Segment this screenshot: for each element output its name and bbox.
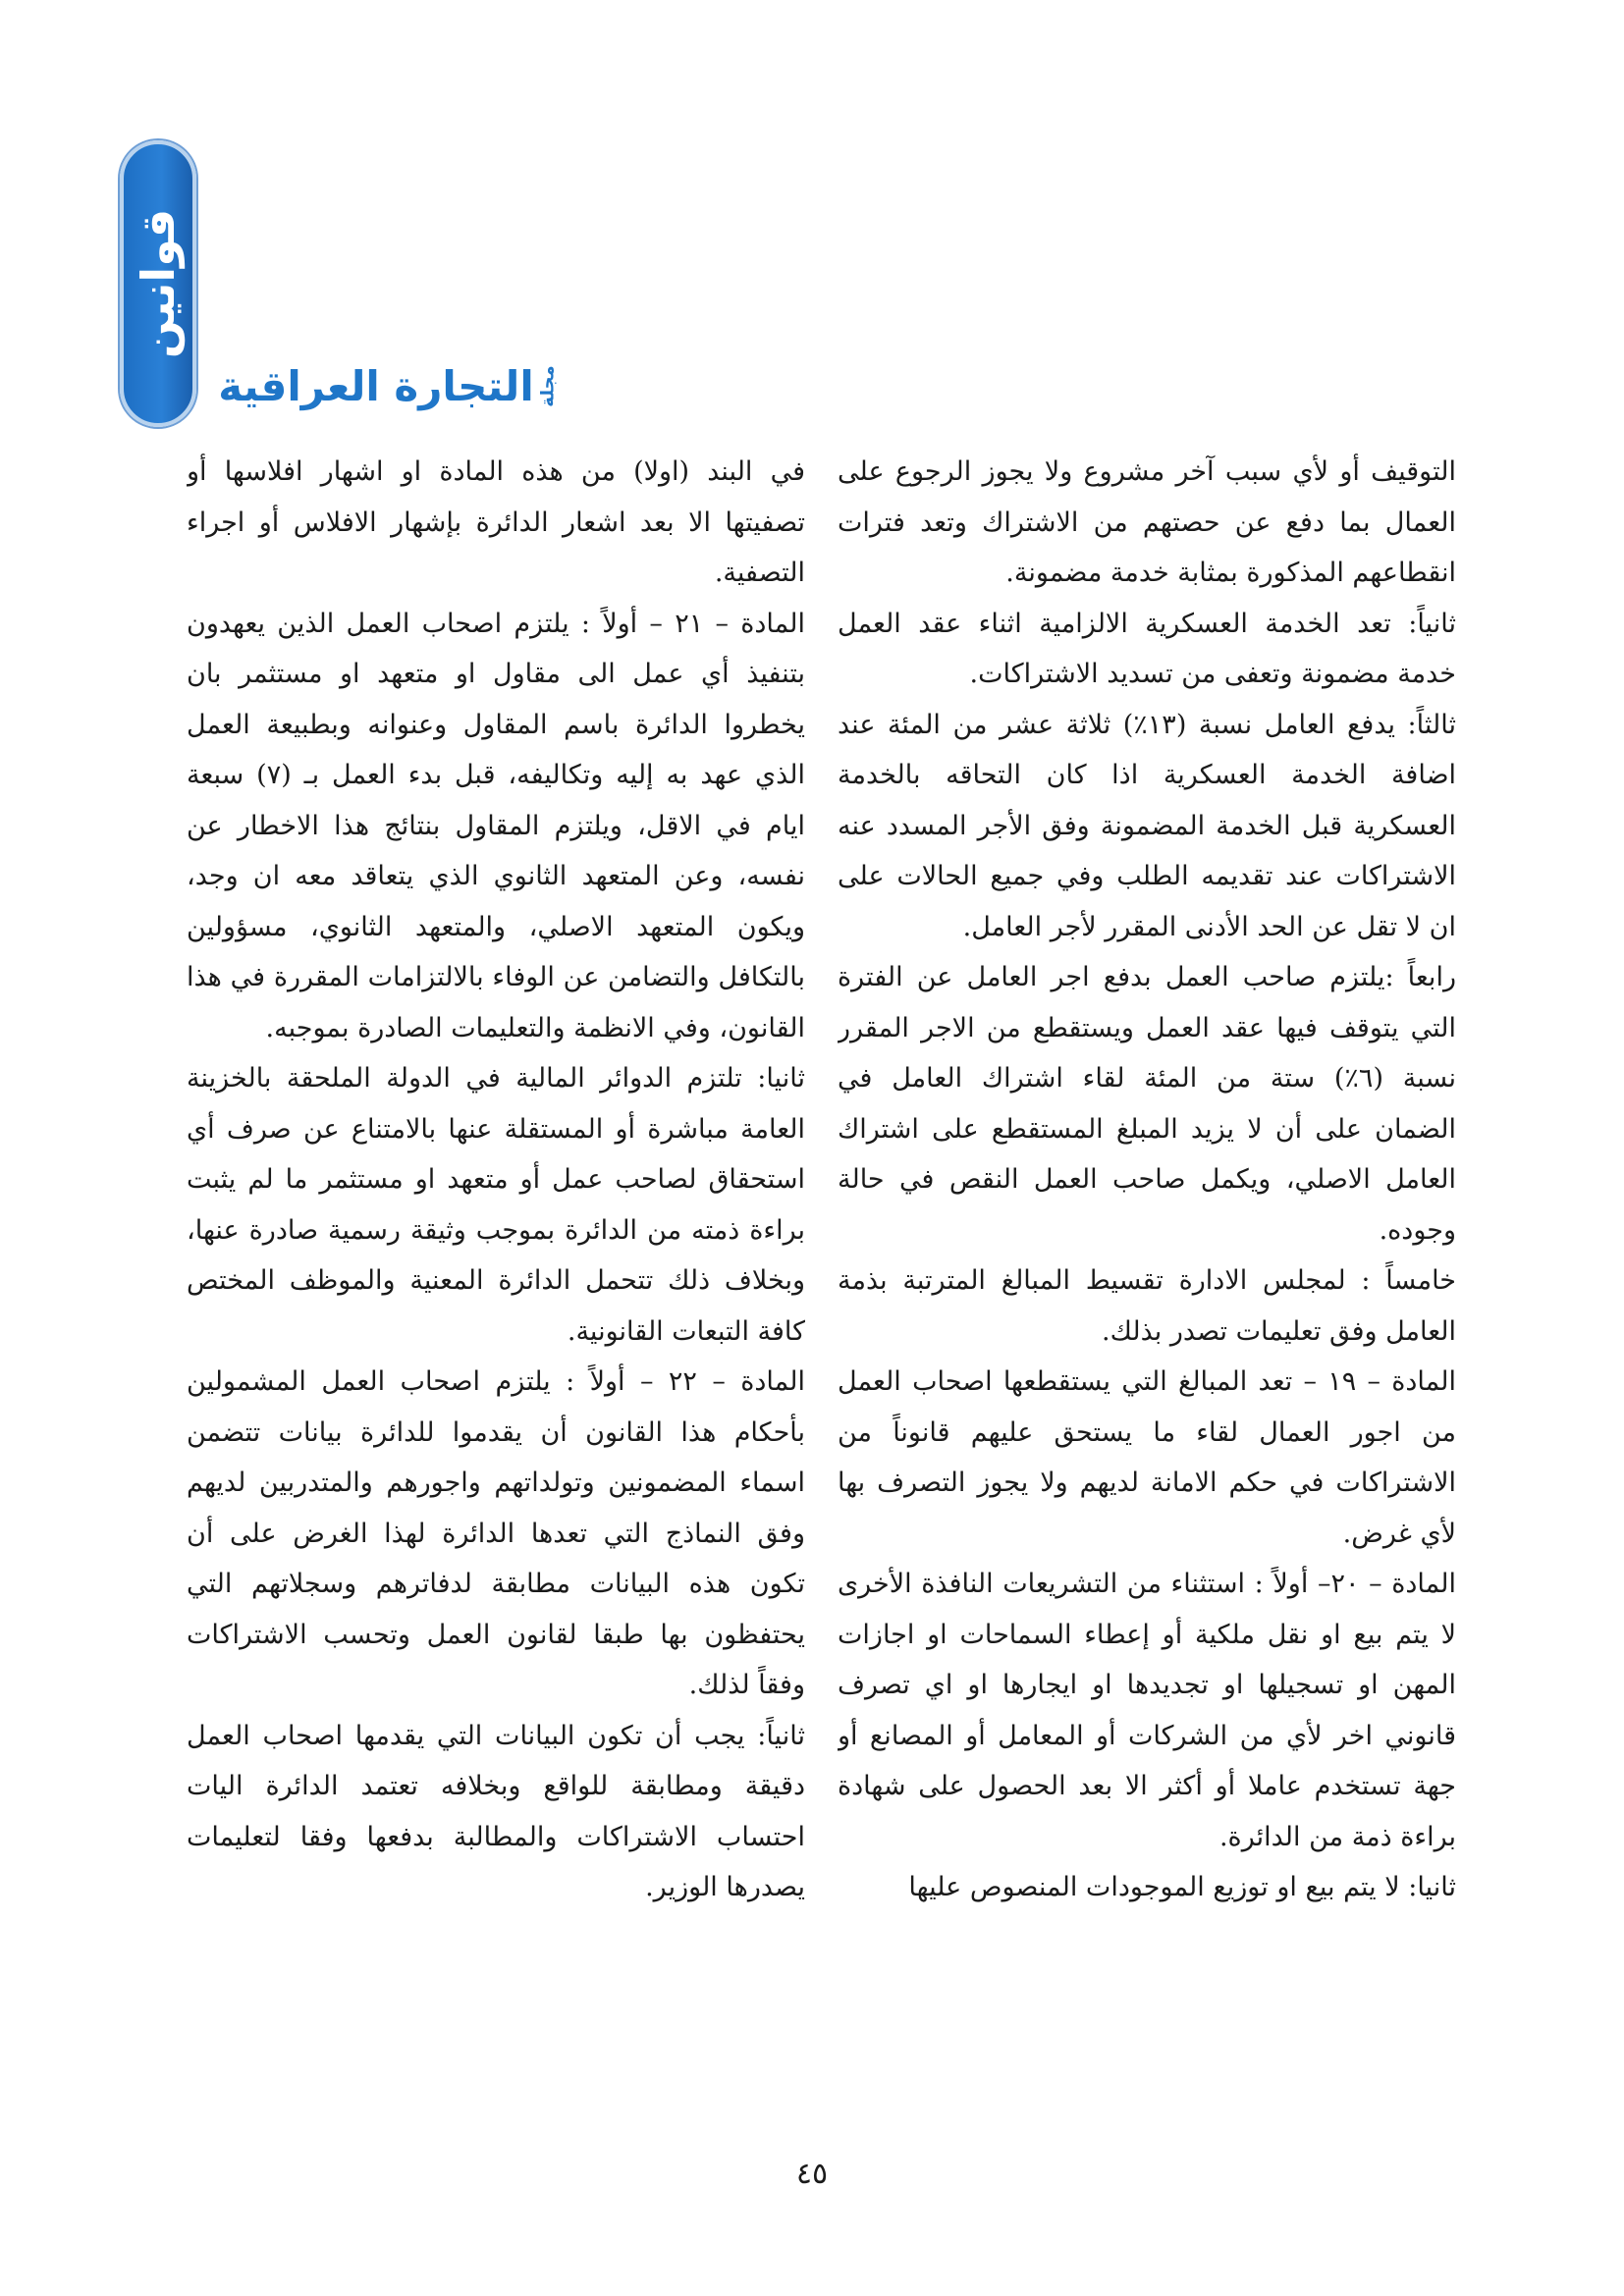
paragraph: ثانياً: يجب أن تكون البيانات التي يقدمها اصحاب العمل دقيقة ومطابقة للواقع وبخلافه تعتمد الدائرة اليات احتساب الاشتراكات والمطالبة بدفعها وفقا لتعليمات يصدرها الوزير. — [187, 1720, 805, 1902]
paragraph: في البند (اولا) من هذه المادة او اشهار افلاسها أو تصفيتها الا بعد اشعار الدائرة بإشهار الافلاس أو اجراء التصفية. — [187, 456, 805, 588]
paragraph: المادة – ٢٢ – أولاً : يلتزم اصحاب العمل المشمولين بأحكام هذا القانون أن يقدموا للدائرة بيانات تتضمن اسماء المضمونين وتولداتهم واجورهم والمتدربين لديهم وفق النماذج التي تعدها الدائرة لهذا الغرض على أن تكون هذه البيانات مطابقة لدفاترهم وسجلاتهم التي يحتفظون بها طبقا لقانون العمل وتحسب الاشتراكات وفقاً لذلك. — [187, 1366, 805, 1700]
section-label: قوانين — [132, 208, 185, 359]
paragraph: ثانيا: تلتزم الدوائر المالية في الدولة الملحقة بالخزينة العامة مباشرة أو المستقلة عنها بالامتناع عن صرف أي استحقاق لصاحب عمل أو متعهد او مستثمر ما لم يثبت براءة ذمته من الدائرة بموجب وثيقة رسمية صادرة عنها، وبخلاف ذلك تتحمل الدائرة المعنية والموظف المختص كافة التبعات القانونية. — [187, 1063, 805, 1347]
paragraph: المادة – ١٩ – تعد المبالغ التي يستقطعها اصحاب العمل من اجور العمال لقاء ما يستحق عليهم قانوناً من الاشتراكات في حكم الامانة لديهم ولا يجوز التصرف بها لأي غرض. — [838, 1366, 1456, 1549]
magazine-logo — [218, 346, 568, 426]
magazine-title: التجارة العراقية — [218, 361, 534, 410]
paragraph: رابعاً :يلتزم صاحب العمل بدفع اجر العامل عن الفترة التي يتوقف فيها عقد العمل ويستقطع من الاجر المقرر نسبة (٦٪) ستة من المئة لقاء اشتراك العامل في الضمان على أن لا يزيد المبلغ المستقطع على اشتراك العامل الاصلي، ويكمل صاحب العمل النقص في حالة وجوده. — [838, 962, 1456, 1246]
paragraph: المادة – ٢٠– أولاً : استثناء من التشريعات النافذة الأخرى لا يتم بيع او نقل ملكية أو إعطاء السماحات او اجازات المهن او تسجيلها او تجديدها او ايجارها او اي تصرف قانوني اخر لأي من الشركات أو المعامل أو المصانع أو جهة تستخدم عاملا أو أكثر الا بعد الحصول على شهادة براءة ذمة من الدائرة. — [838, 1569, 1456, 1852]
section-tab — [120, 140, 196, 427]
paragraph: ثانياً: تعد الخدمة العسكرية الالزامية اثناء عقد العمل خدمة مضمونة وتعفى من تسديد الاشتراكات. — [838, 608, 1456, 689]
paragraph: ثانيا: لا يتم بيع او توزيع الموجودات المنصوص عليها — [908, 1872, 1456, 1902]
paragraph: خامساً : لمجلس الادارة تقسيط المبالغ المترتبة بذمة العامل وفق تعليمات تصدر بذلك. — [838, 1265, 1456, 1347]
paragraph: التوقيف أو لأي سبب آخر مشروع ولا يجوز الرجوع على العمال بما دفع عن حصتهم من الاشتراك وتعد فترات انقطاعهم المذكورة بمثابة خدمة مضمونة. — [838, 456, 1456, 588]
paragraph: المادة – ٢١ – أولاً : يلتزم اصحاب العمل الذين يعهدون بتنفيذ أي عمل الى مقاول او متعهد او مستثمر بان يخطروا الدائرة باسم المقاول وعنوانه وبطبيعة العمل الذي عهد به إليه وتكاليفه، قبل بدء العمل بـ (٧) سبعة ايام في الاقل، ويلتزم المقاول بنتائج هذا الاخطار عن نفسه، وعن المتعهد الثانوي الذي يتعاقد معه ان وجد، ويكون المتعهد الاصلي، والمتعهد الثانوي، مسؤولين بالتكافل والتضامن عن الوفاء بالالتزامات المقررة في هذا القانون، وفي الانظمة والتعليمات الصادرة بموجبه. — [187, 608, 805, 1043]
magazine-prefix-box — [528, 351, 568, 420]
left-column — [187, 447, 805, 2096]
page-number: ٤٥ — [795, 2157, 829, 2191]
magazine-prefix: مجلة — [537, 364, 559, 407]
paragraph: ثالثاً: يدفع العامل نسبة (١٣٪) ثلاثة عشر من المئة عند اضافة الخدمة العسكرية اذا كان التحاقه بالخدمة العسكرية قبل الخدمة المضمونة وفق الأجر المسدد عنه الاشتراكات عند تقديمه الطلب وفي جميع الحالات على ان لا تقل عن الحد الأدنى المقرر لأجر العامل. — [838, 709, 1456, 942]
right-column — [838, 447, 1456, 2096]
